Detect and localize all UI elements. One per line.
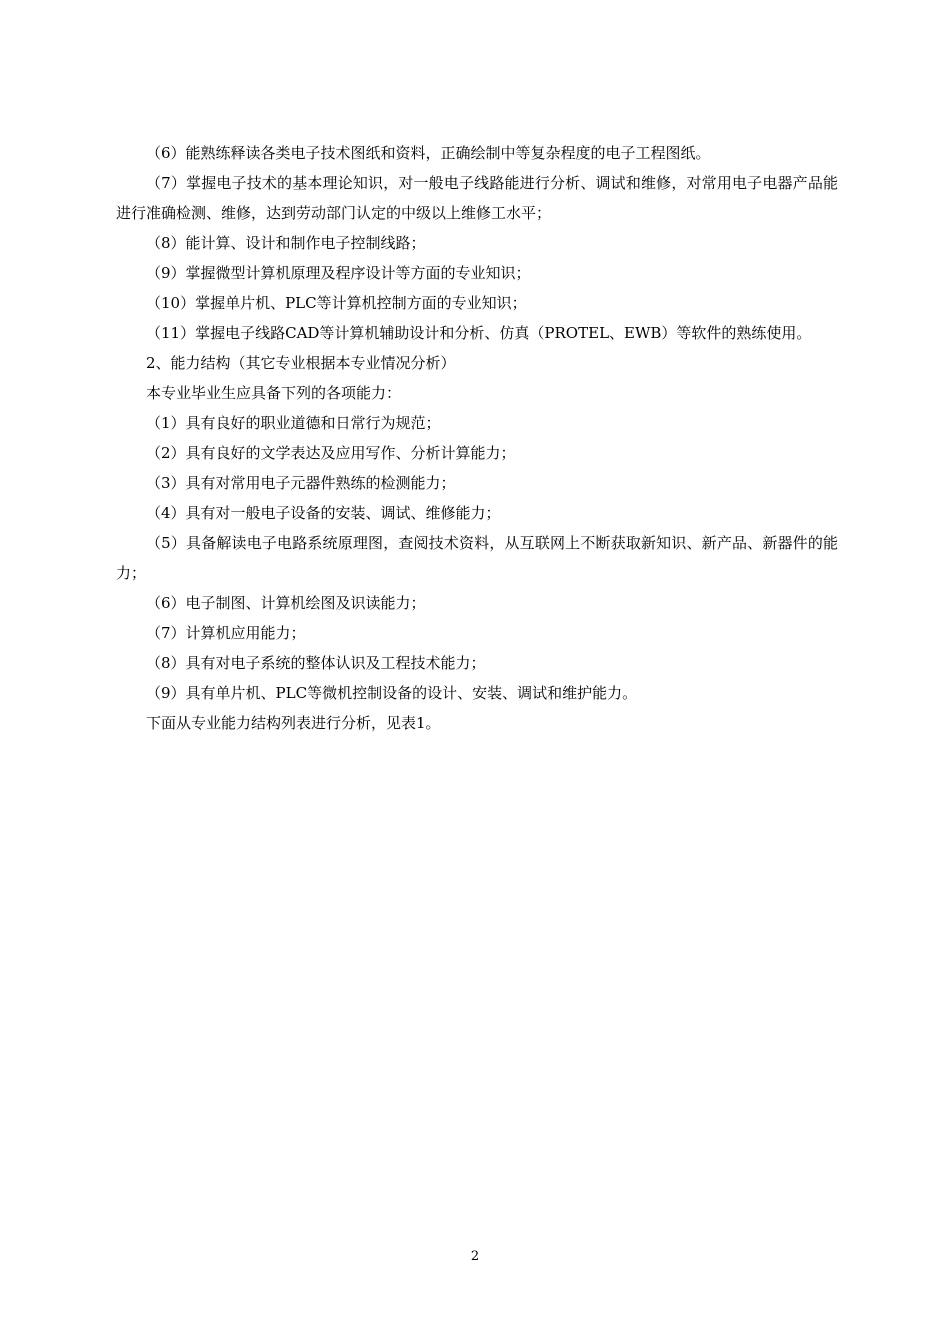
paragraph-table-reference: 下面从专业能力结构列表进行分析，见表1。 xyxy=(146,714,441,732)
paragraph-ability-9: （9）具有单片机、PLC等微机控制设备的设计、安装、调试和维护能力。 xyxy=(146,684,638,702)
paragraph-ability-4: （4）具有对一般电子设备的安装、调试、维修能力； xyxy=(146,504,501,522)
section-heading-ability-structure: 2、能力结构（其它专业根据本专业情况分析） xyxy=(146,354,456,372)
paragraph-ability-3: （3）具有对常用电子元器件熟练的检测能力； xyxy=(146,474,456,492)
paragraph-knowledge-9: （9）掌握微型计算机原理及程序设计等方面的专业知识； xyxy=(146,264,531,282)
paragraph-ability-intro: 本专业毕业生应具备下列的各项能力： xyxy=(146,384,402,402)
paragraph-ability-5: （5）具备解读电子电路系统原理图，查阅技术资料，从互联网上不断获取新知识、新产品、新器件的能力； xyxy=(116,534,838,582)
paragraph-ability-2: （2）具有良好的文学表达及应用写作、分析计算能力； xyxy=(146,444,516,462)
paragraph-knowledge-6: （6）能熟练释读各类电子技术图纸和资料，正确绘制中等复杂程度的电子工程图纸。 xyxy=(146,144,711,162)
paragraph-ability-1: （1）具有良好的职业道德和日常行为规范； xyxy=(146,414,441,432)
paragraph-knowledge-8: （8）能计算、设计和制作电子控制线路； xyxy=(146,234,426,252)
paragraph-knowledge-10: （10）掌握单片机、PLC等计算机控制方面的专业知识； xyxy=(146,294,527,312)
paragraph-ability-7: （7）计算机应用能力； xyxy=(146,624,306,642)
page-number: 2 xyxy=(470,1249,480,1264)
paragraph-knowledge-11: （11）掌握电子线路CAD等计算机辅助设计和分析、仿真（PROTEL、EWB）等软件的熟练使用。 xyxy=(146,324,812,342)
paragraph-ability-8: （8）具有对电子系统的整体认识及工程技术能力； xyxy=(146,654,486,672)
paragraph-knowledge-7: （7）掌握电子技术的基本理论知识，对一般电子线路能进行分析、调试和维修，对常用电子电器产品能进行准确检测、维修，达到劳动部门认定的中级以上维修工水平； xyxy=(116,174,838,222)
paragraph-ability-6: （6）电子制图、计算机绘图及识读能力； xyxy=(146,594,426,612)
document-body xyxy=(116,138,838,738)
